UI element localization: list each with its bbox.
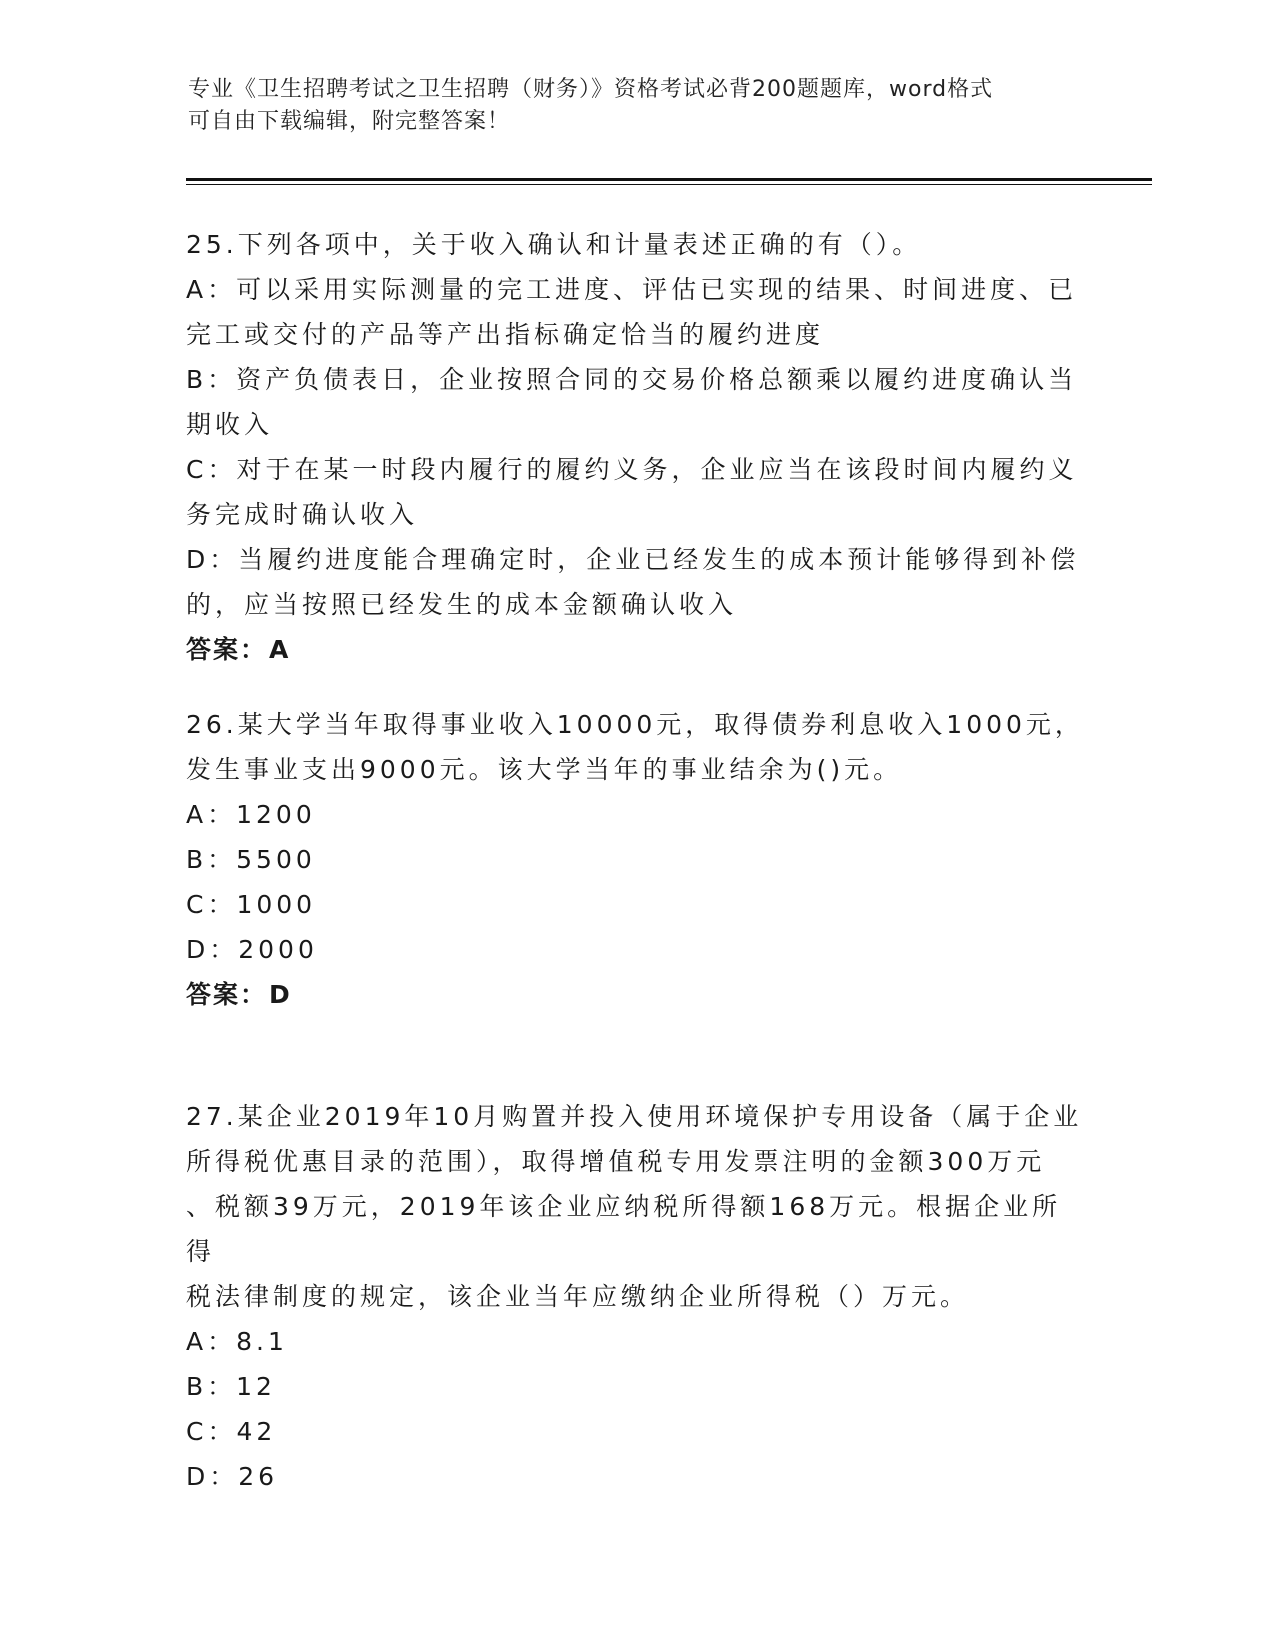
answer [186,627,1086,672]
option-b-line-2: 期收入 [186,410,274,439]
header-divider [186,178,1152,181]
option-c: C：1000 [186,890,317,919]
answer-value: D [269,980,292,1009]
option-d-line-1: D：当履约进度能合理确定时，企业已经发生的成本预计能够得到补偿 [186,545,1080,574]
question-stem-line-4: 税法律制度的规定，该企业当年应缴纳企业所得税（）万元。 [186,1282,970,1311]
option-b: B：12 [186,1372,276,1401]
option-d-line-2: 的，应当按照已经发生的成本金额确认收入 [186,590,738,619]
option-a-line-1: A：可以采用实际测量的完工进度、评估已实现的结果、时间进度、已 [186,275,1078,304]
option-b-line-1: B：资产负债表日，企业按照合同的交易价格总额乘以履约进度确认当 [186,365,1078,394]
answer [186,972,1086,1017]
header-title-line-1: 专业《卫生招聘考试之卫生招聘（财务）》资格考试必背200题题库，word格式 [188,77,994,102]
option-a: A：1200 [186,800,316,829]
question-26 [186,702,1086,1017]
header-divider-thin [186,184,1152,185]
question-stem-line-2: 发生事业支出9000元。该大学当年的事业结余为()元。 [186,755,903,784]
option-b: B：5500 [186,845,316,874]
option-a: A：8.1 [186,1327,288,1356]
question-27 [186,1094,1086,1499]
question-stem-line-1: 26.某大学当年取得事业收入10000元，取得债券利息收入1000元， [186,710,1084,739]
question-25 [186,222,1086,672]
answer-value: A [269,635,291,664]
question-stem-line-2: 所得税优惠目录的范围），取得增值税专用发票注明的金额300万元 [186,1147,1046,1176]
question-stem-line-3: 、税额39万元，2019年该企业应纳税所得额168万元。根据企业所得 [186,1192,1062,1266]
header-title-line-2: 可自由下载编辑，附完整答案！ [188,109,511,134]
option-c: C：42 [186,1417,277,1446]
question-stem: 25.下列各项中，关于收入确认和计量表述正确的有（）。 [186,230,922,259]
option-c-line-2: 务完成时确认收入 [186,500,419,529]
document-header [188,74,1068,138]
option-c-line-1: C：对于在某一时段内履行的履约义务，企业应当在该段时间内履约义 [186,455,1078,484]
option-d: D：2000 [186,935,318,964]
question-stem-line-1: 27.某企业2019年10月购置并投入使用环境保护专用设备（属于企业 [186,1102,1083,1131]
answer-label: 答案： [186,635,268,664]
option-d: D：26 [186,1462,279,1491]
option-a-line-2: 完工或交付的产品等产出指标确定恰当的履约进度 [186,320,825,349]
answer-label: 答案： [186,980,268,1009]
